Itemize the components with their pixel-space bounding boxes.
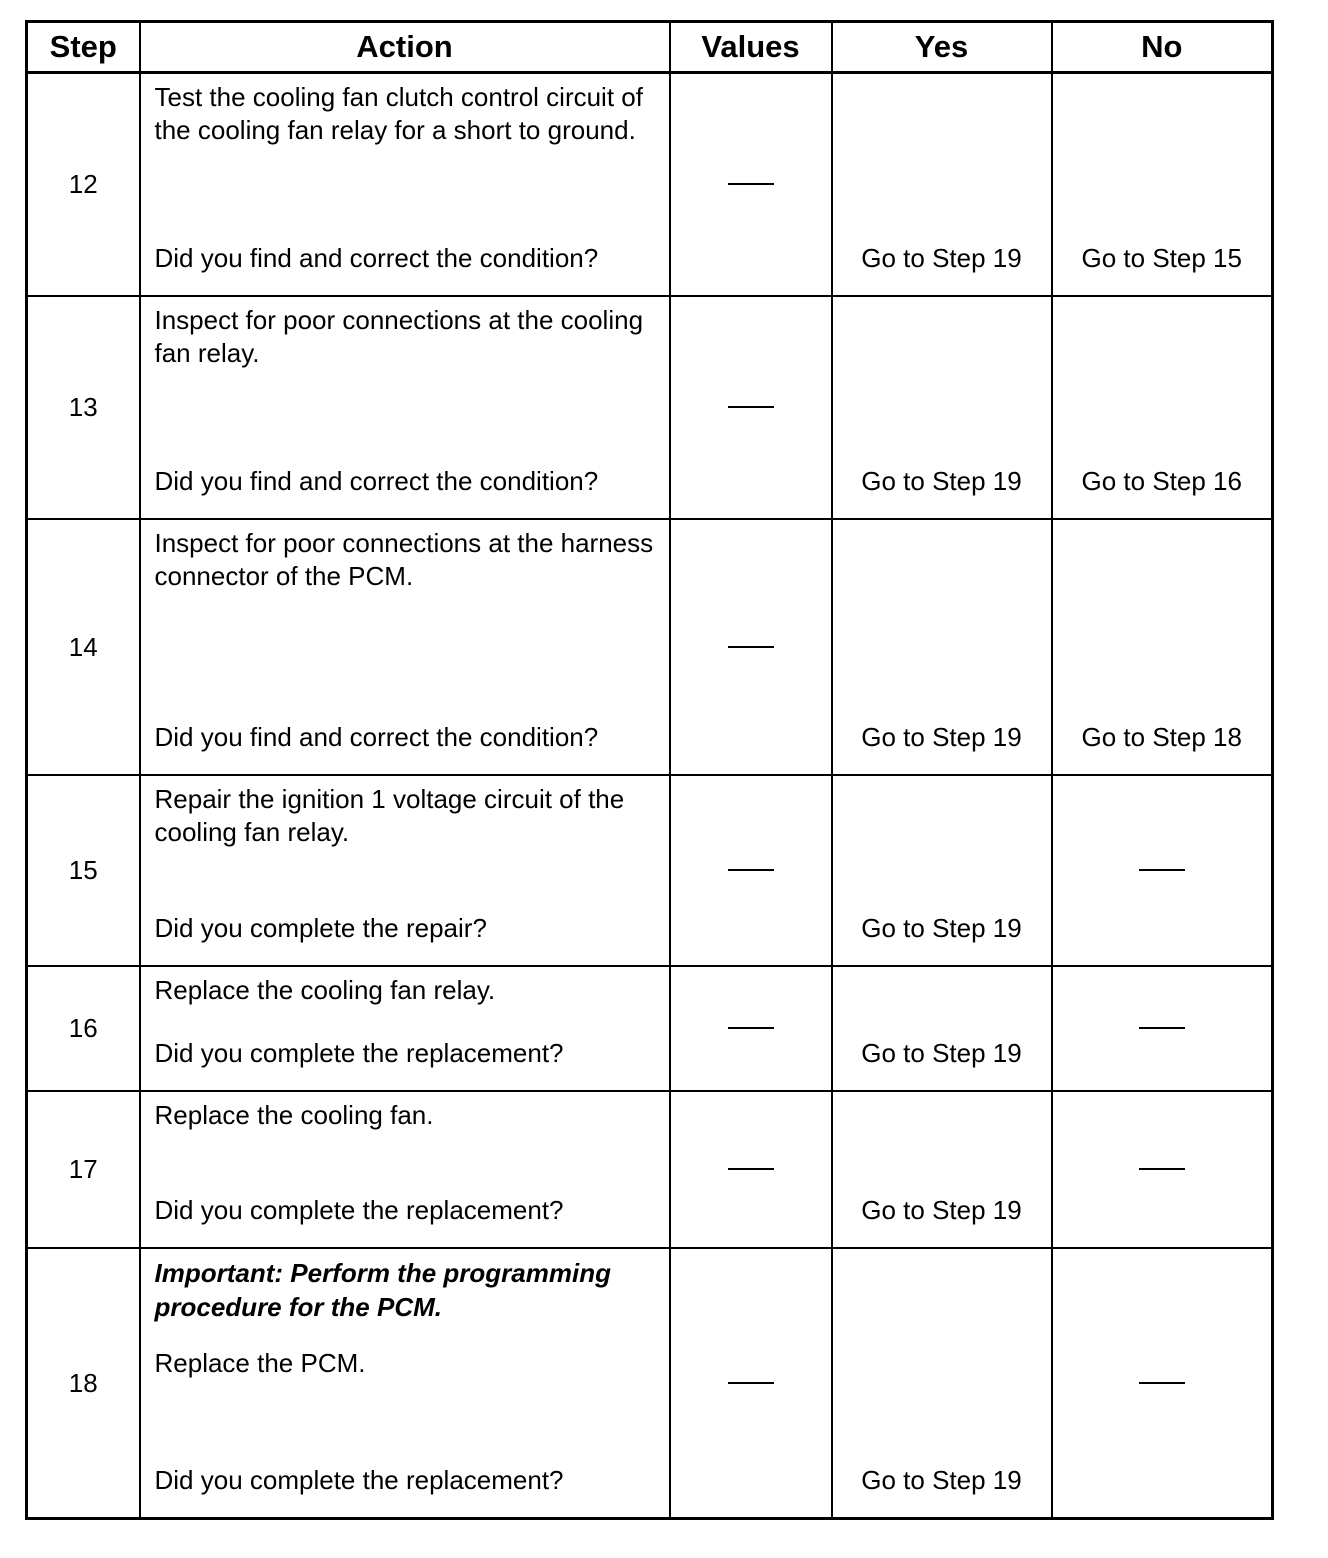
- no-cell: [1052, 296, 1273, 519]
- action-question: Did you complete the replacement?: [154, 1195, 564, 1225]
- action-cell: [140, 296, 670, 519]
- action-cell: [140, 775, 670, 966]
- no-goto: Go to Step 16: [1081, 466, 1242, 496]
- header-action: Action: [140, 22, 670, 73]
- yes-goto: Go to Step 19: [861, 913, 1022, 943]
- yes-cell: [832, 296, 1052, 519]
- values-cell: [670, 519, 832, 775]
- yes-cell: [832, 1248, 1052, 1519]
- action-text: Replace the cooling fan relay.: [154, 975, 496, 1005]
- table-row: [27, 519, 1273, 775]
- action-cell: [140, 1091, 670, 1248]
- action-question: Did you complete the repair?: [154, 913, 487, 943]
- header-yes: Yes: [832, 22, 1052, 73]
- action-text: Repair the ignition 1 voltage circuit of the cooling fan relay.: [154, 784, 625, 847]
- no-cell: [1052, 775, 1273, 966]
- yes-goto: Go to Step 19: [861, 722, 1022, 752]
- dash-mark: [728, 869, 774, 871]
- action-cell: [140, 966, 670, 1091]
- action-question: Did you find and correct the condition?: [154, 243, 599, 273]
- action-question: Did you find and correct the condition?: [154, 466, 599, 496]
- diagnostic-table: [25, 20, 1274, 1520]
- step-number: 16: [27, 966, 140, 1091]
- dash-mark: [728, 646, 774, 648]
- dash-mark: [728, 1027, 774, 1029]
- table-row: [27, 73, 1273, 297]
- table-row: [27, 966, 1273, 1091]
- dash-mark: [1139, 869, 1185, 871]
- table-row: [27, 296, 1273, 519]
- step-number: 14: [27, 519, 140, 775]
- dash-mark: [728, 1382, 774, 1384]
- header-step: Step: [27, 22, 140, 73]
- dash-mark: [728, 183, 774, 185]
- values-cell: [670, 296, 832, 519]
- action-question: Did you complete the replacement?: [154, 1038, 564, 1068]
- dash-mark: [1139, 1027, 1185, 1029]
- header-values: Values: [670, 22, 832, 73]
- action-cell: [140, 73, 670, 297]
- yes-goto: Go to Step 19: [861, 1465, 1022, 1495]
- no-goto: Go to Step 15: [1081, 243, 1242, 273]
- dash-mark: [1139, 1168, 1185, 1170]
- values-cell: [670, 966, 832, 1091]
- action-text: Replace the PCM.: [154, 1348, 366, 1378]
- step-number: 12: [27, 73, 140, 297]
- yes-cell: [832, 73, 1052, 297]
- yes-cell: [832, 775, 1052, 966]
- dash-mark: [1139, 1382, 1185, 1384]
- no-cell: [1052, 73, 1273, 297]
- table-row: [27, 775, 1273, 966]
- values-cell: [670, 1091, 832, 1248]
- action-cell: [140, 519, 670, 775]
- header-no: No: [1052, 22, 1273, 73]
- yes-cell: [832, 519, 1052, 775]
- action-text: Replace the cooling fan.: [154, 1100, 434, 1130]
- no-cell: [1052, 1091, 1273, 1248]
- step-number: 13: [27, 296, 140, 519]
- no-goto: Go to Step 18: [1081, 722, 1242, 752]
- action-question: Did you complete the replacement?: [154, 1465, 564, 1495]
- yes-goto: Go to Step 19: [861, 466, 1022, 496]
- action-question: Did you find and correct the condition?: [154, 722, 599, 752]
- dash-mark: [728, 406, 774, 408]
- values-cell: [670, 73, 832, 297]
- important-note: Important: Perform the programming procedure for the PCM.: [154, 1258, 611, 1322]
- yes-cell: [832, 1091, 1052, 1248]
- no-cell: [1052, 1248, 1273, 1519]
- yes-goto: Go to Step 19: [861, 243, 1022, 273]
- step-number: 18: [27, 1248, 140, 1519]
- values-cell: [670, 1248, 832, 1519]
- yes-goto: Go to Step 19: [861, 1038, 1022, 1068]
- table-row: [27, 1248, 1273, 1519]
- action-cell: [140, 1248, 670, 1519]
- no-cell: [1052, 966, 1273, 1091]
- table-row: [27, 1091, 1273, 1248]
- action-text: Test the cooling fan clutch control circuit of the cooling fan relay for a short to ground.: [154, 82, 643, 145]
- no-cell: [1052, 519, 1273, 775]
- step-number: 17: [27, 1091, 140, 1248]
- yes-cell: [832, 966, 1052, 1091]
- header-row: [27, 22, 1273, 73]
- step-number: 15: [27, 775, 140, 966]
- action-text: Inspect for poor connections at the cooling fan relay.: [154, 305, 644, 368]
- yes-goto: Go to Step 19: [861, 1195, 1022, 1225]
- values-cell: [670, 775, 832, 966]
- dash-mark: [728, 1168, 774, 1170]
- action-text: Inspect for poor connections at the harness connector of the PCM.: [154, 528, 654, 591]
